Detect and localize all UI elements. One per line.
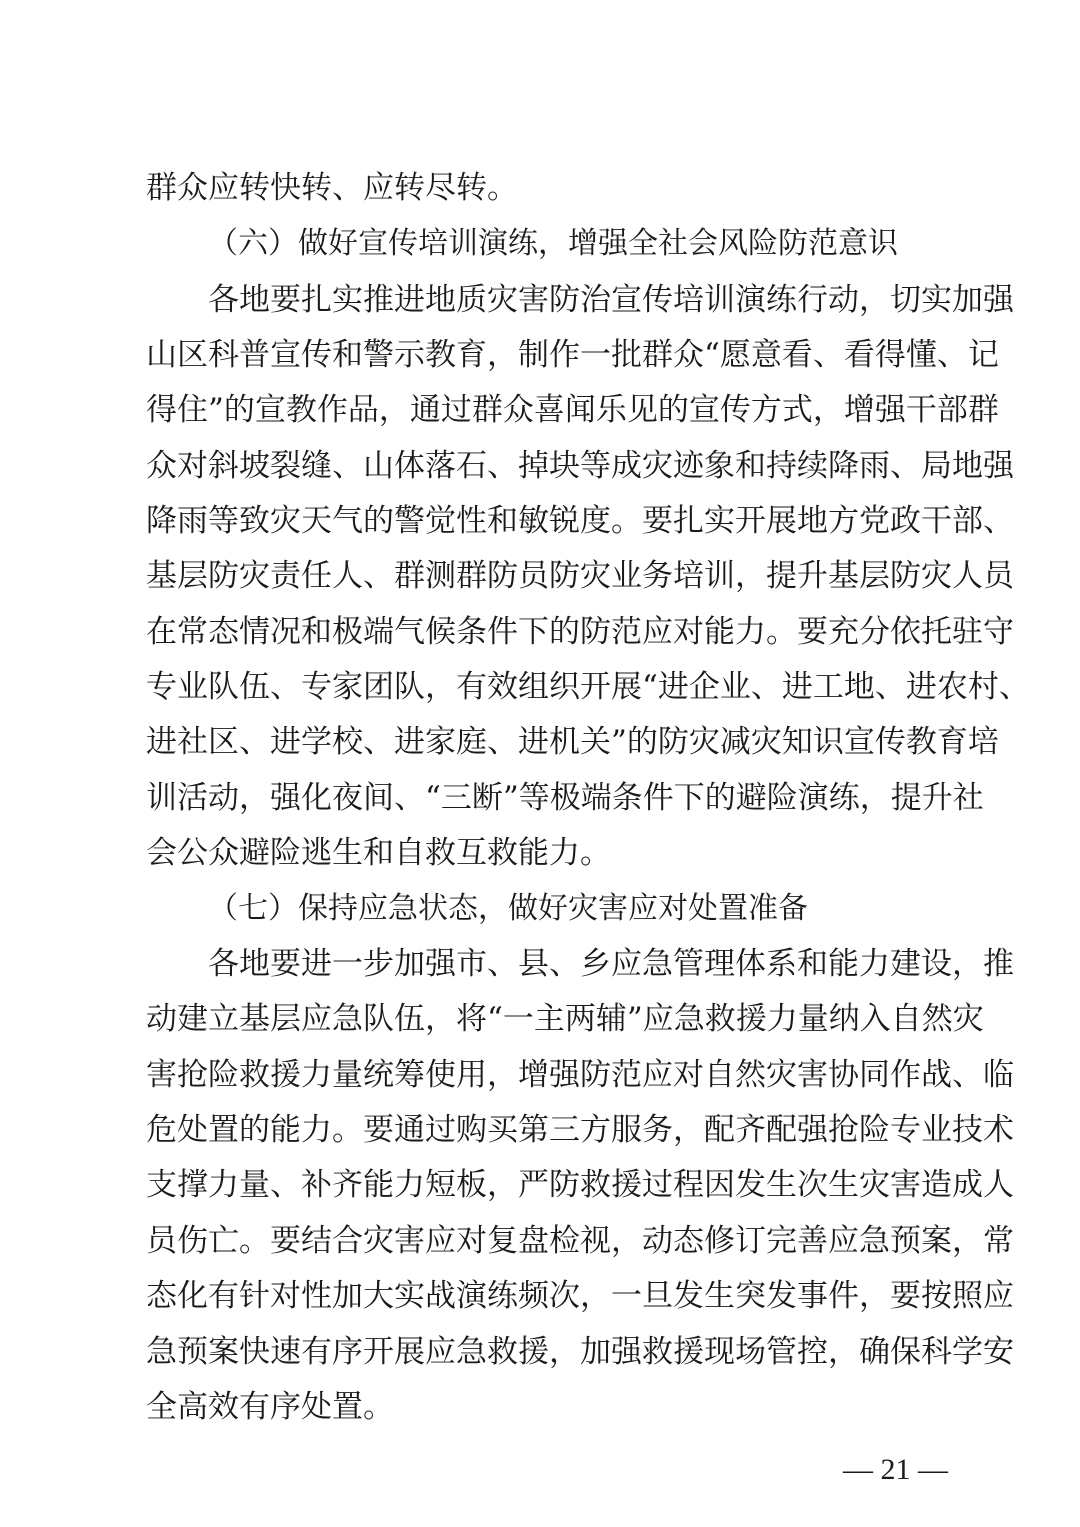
body-text-line: 支撑力量、补齐能力短板，严防救援过程因发生次生灾害造成人 <box>146 1167 1014 1203</box>
body-text-line: 山区科普宣传和警示教育，制作一批群众“愿意看、看得懂、记 <box>146 337 999 373</box>
section-heading-six: （六）做好宣传培训演练，增强全社会风险防范意识 <box>208 226 898 261</box>
body-text-line: 危处置的能力。要通过购买第三方服务，配齐配强抢险专业技术 <box>146 1112 1014 1148</box>
body-text-line: 急预案快速有序开展应急救援，加强救援现场管控，确保科学安 <box>146 1334 1014 1370</box>
body-text-line: 态化有针对性加大实战演练频次，一旦发生突发事件，要按照应 <box>146 1278 1014 1314</box>
body-text-line: 得住”的宣教作品，通过群众喜闻乐见的宣传方式，增强干部群 <box>146 392 999 428</box>
body-text-line: 在常态情况和极端气候条件下的防范应对能力。要充分依托驻守 <box>146 614 1014 650</box>
page-number: — 21 — <box>843 1453 948 1486</box>
body-text-line: 降雨等致灾天气的警觉性和敏锐度。要扎实开展地方党政干部、 <box>146 503 1014 539</box>
section-heading-seven: （七）保持应急状态，做好灾害应对处置准备 <box>208 891 808 926</box>
body-text-line: 群众应转快转、应转尽转。 <box>146 170 518 206</box>
body-text-line: 害抢险救援力量统筹使用，增强防范应对自然灾害协同作战、临 <box>146 1057 1014 1093</box>
body-text-line: 众对斜坡裂缝、山体落石、掉块等成灾迹象和持续降雨、局地强 <box>146 448 1014 484</box>
body-text-line: 员伤亡。要结合灾害应对复盘检视，动态修订完善应急预案，常 <box>146 1223 1014 1259</box>
paragraph-first-line: 各地要进一步加强市、县、乡应急管理体系和能力建设，推 <box>208 946 1014 982</box>
body-text-line: 全高效有序处置。 <box>146 1389 394 1425</box>
body-text-line: 动建立基层应急队伍，将“一主两辅”应急救援力量纳入自然灾 <box>146 1001 984 1037</box>
body-text-line: 进社区、进学校、进家庭、进机关”的防灾减灾知识宣传教育培 <box>146 724 999 760</box>
body-text-line: 会公众避险逃生和自救互救能力。 <box>146 835 611 871</box>
paragraph-first-line: 各地要扎实推进地质灾害防治宣传培训演练行动，切实加强 <box>208 282 1014 318</box>
body-text-line: 训活动，强化夜间、“三断”等极端条件下的避险演练，提升社 <box>146 780 984 816</box>
body-text-line: 专业队伍、专家团队，有效组织开展“进企业、进工地、进农村、 <box>146 669 1030 705</box>
body-text-line: 基层防灾责任人、群测群防员防灾业务培训，提升基层防灾人员 <box>146 558 1014 594</box>
